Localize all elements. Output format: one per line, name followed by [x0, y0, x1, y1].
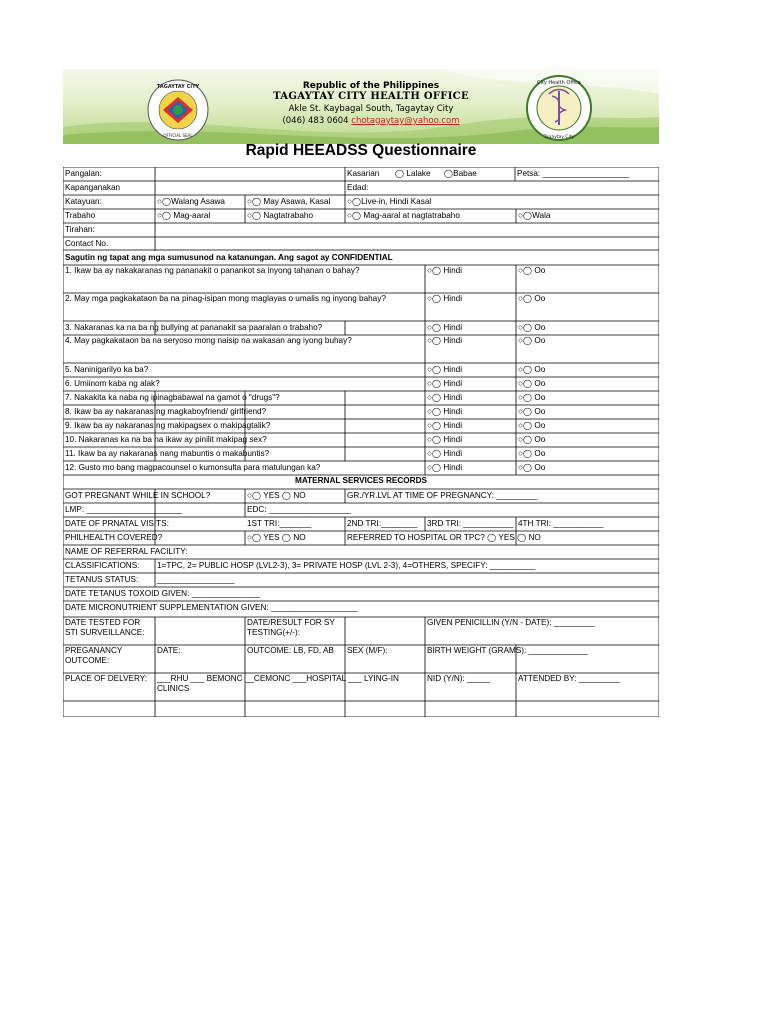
question-7: 7. Nakakita ka naba ng ipinagbabawal na gamot o "drugs"?: [65, 393, 280, 402]
place-delivery-label: PLACE OF DELVERY:: [65, 674, 148, 683]
philhealth-label: PHILHEALTH COVERED?: [65, 533, 163, 542]
q4-hindi-radio[interactable]: ○◯ Hindi: [427, 336, 463, 345]
q3-hindi-radio[interactable]: ○◯ Hindi: [427, 323, 463, 332]
question-8: 8. Ikaw ba ay nakaranas ng magkaboyfriend/ girlfriend?: [65, 407, 267, 416]
question-3: 3. Nakaranas ka na ba ng bullying at pananakit sa paaralan o trabaho?: [65, 323, 323, 332]
got-pregnant-label: GOT PREGNANT WHILE IN SCHOOL?: [65, 491, 211, 500]
q6-oo-radio[interactable]: ○◯ Oo: [518, 379, 546, 388]
q12-oo-radio[interactable]: ○◯ Oo: [518, 463, 546, 472]
q9-oo-radio[interactable]: ○◯ Oo: [518, 421, 546, 430]
tagaytay-city-seal-icon: [147, 79, 209, 141]
classifications-label: CLASSIFICATIONS:: [65, 561, 140, 570]
question-11: 11. Ikaw ba ay nakaranas nang mabuntis o makabuntis?: [65, 449, 270, 458]
q10-oo-radio[interactable]: ○◯ Oo: [518, 435, 546, 444]
edad-label: Edad:: [347, 183, 369, 192]
q6-hindi-radio[interactable]: ○◯ Hindi: [427, 379, 463, 388]
instructions-text: Sagutin ng tapat ang mga sumusunod na katanungan. Ang sagot ay CONFIDENTIAL: [65, 253, 393, 262]
republic-label: Republic of the Philippines: [302, 81, 440, 91]
svg-text:Tagaytay City: Tagaytay City: [543, 135, 575, 140]
kapanganakan-label: Kapanganakan: [65, 183, 121, 192]
office-email-link[interactable]: chotagaytay@yahoo.com: [351, 116, 460, 126]
got-pregnant-yes-no[interactable]: ○◯ YES ◯ NO: [247, 491, 306, 500]
philhealth-yes-no[interactable]: ○◯ YES ◯ NO: [247, 533, 306, 542]
office-contact: [253, 116, 489, 126]
birth-weight-field[interactable]: BIRTH WEIGHT (GRAMS): _____________: [427, 646, 588, 655]
question-9: 9. Ikaw ba ay nakaranas ng makipagsex o makipagtalik?: [65, 421, 271, 430]
question-4: 4. May pagkakataon ba na seryoso mong naisip na wakasan ang iyong buhay?: [65, 336, 352, 345]
tetanus-status-label: TETANUS STATUS:: [65, 575, 139, 584]
tri1-field[interactable]: 1ST TRI:_______: [247, 519, 312, 528]
maternal-heading: MATERNAL SERVICES RECORDS: [295, 476, 427, 485]
walang-asawa-radio[interactable]: ○◯Walang Asawa: [157, 197, 225, 206]
q1-hindi-radio[interactable]: ○◯ Hindi: [427, 266, 463, 275]
date-tested-sti-label: DATE TESTED FOR STI SURVEILLANCE:: [65, 618, 145, 637]
classifications-value[interactable]: 1=TPC, 2= PUBLIC HOSP (LVL2-3), 3= PRIVATE HOSP (LVL 2-3), 4=OTHERS, SPECIFY: __________: [157, 561, 536, 570]
trabaho-label: Trabaho: [65, 211, 96, 220]
lmp-field[interactable]: LMP: _____________________: [65, 505, 183, 514]
date-result-sy-label: DATE/RESULT FOR SY TESTING(+/-):: [247, 618, 335, 637]
katayuan-label: Katayuan:: [65, 197, 102, 206]
wala-radio[interactable]: ○◯Wala: [518, 211, 551, 220]
q7-hindi-radio[interactable]: ○◯ Hindi: [427, 393, 463, 402]
header-banner: [63, 69, 659, 144]
q3-oo-radio[interactable]: ○◯ Oo: [518, 323, 546, 332]
petsa-field[interactable]: Petsa: ___________________: [517, 169, 630, 178]
tri4-field[interactable]: 4TH TRI: ___________: [518, 519, 604, 528]
q11-hindi-radio[interactable]: ○◯ Hindi: [427, 449, 463, 458]
lalake-radio[interactable]: ◯ Lalake: [395, 169, 431, 178]
mag-aaral-radio[interactable]: ○◯ Mag-aaral: [157, 211, 211, 220]
tetanus-toxoid-field[interactable]: DATE TETANUS TOXOID GIVEN: _______________: [65, 589, 260, 598]
outcome-label: OUTCOME: LB, FD, AB: [247, 646, 334, 655]
question-2: 2. May mga pagkakataon ba na pinag-isipan mong maglayas o umalis ng inyong bahay?: [65, 294, 386, 303]
live-in-radio[interactable]: ○◯Live-in, Hindi Kasal: [347, 197, 432, 206]
question-12: 12. Gusto mo bang magpacounsel o kumonsulta para matulungan ka?: [65, 463, 321, 472]
nagtatrabaho-radio[interactable]: ○◯ Nagtatrabaho: [247, 211, 313, 220]
q1-oo-radio[interactable]: ○◯ Oo: [518, 266, 546, 275]
referred-field[interactable]: REFERRED TO HOSPITAL OR TPC? ◯ YES ◯ NO: [347, 533, 541, 542]
q12-hindi-radio[interactable]: ○◯ Hindi: [427, 463, 463, 472]
nid-field[interactable]: NID (Y/N): _____: [427, 674, 490, 683]
q2-oo-radio[interactable]: ○◯ Oo: [518, 294, 546, 303]
kasarian-label: Kasarian: [347, 169, 380, 178]
q4-oo-radio[interactable]: ○◯ Oo: [518, 336, 546, 345]
office-phone: (046) 483 0604: [282, 116, 349, 126]
question-10: 10. Nakaranas ka na ba na ikaw ay pinilit makipag sex?: [65, 435, 267, 444]
attended-by-field[interactable]: ATTENDED BY: _________: [518, 674, 620, 683]
tri3-field[interactable]: 3RD TRI: ___________: [427, 519, 514, 528]
tirahan-label: Tirahan:: [65, 225, 95, 234]
referral-facility-label: NAME OF REFERRAL FACILITY:: [65, 547, 188, 556]
heeadss-form: [63, 167, 659, 717]
penicillin-field[interactable]: GIVEN PENICILLIN (Y/N - DATE): _________: [427, 618, 595, 627]
question-5: 5. Naninigarilyo ka ba?: [65, 365, 149, 374]
micronutrient-field[interactable]: DATE MICRONUTRIENT SUPPLEMENTATION GIVEN: ___________________: [65, 603, 358, 612]
office-name: TAGAYTAY CITY HEALTH OFFICE: [273, 91, 469, 102]
place-options[interactable]: ___RHU ___ BEMONC __CEMONC ___HOSPITAL ___ LYING-IN CLINICS: [157, 674, 399, 693]
q2-hindi-radio[interactable]: ○◯ Hindi: [427, 294, 463, 303]
pregnancy-date-label: DATE:: [157, 646, 181, 655]
babae-radio[interactable]: ◯Babae: [444, 169, 477, 178]
q9-hindi-radio[interactable]: ○◯ Hindi: [427, 421, 463, 430]
page-title: Rapid HEEADSS Questionnaire: [245, 142, 477, 159]
q8-hindi-radio[interactable]: ○◯ Hindi: [427, 407, 463, 416]
mag-aaral-nagtatrabaho-radio[interactable]: ○◯ Mag-aaral at nagtatrabaho: [347, 211, 460, 220]
q7-oo-radio[interactable]: ○◯ Oo: [518, 393, 546, 402]
svg-text:TAGAYTAY CITY: TAGAYTAY CITY: [156, 84, 200, 90]
svg-text:OFFICIAL SEAL: OFFICIAL SEAL: [163, 133, 193, 138]
may-asawa-radio[interactable]: ○◯ May Asawa, Kasal: [247, 197, 331, 206]
q10-hindi-radio[interactable]: ○◯ Hindi: [427, 435, 463, 444]
question-1: 1. Ikaw ba ay nakakaranas ng pananakit o panankot sa inyong tahanan o bahay?: [65, 266, 360, 275]
gr-yr-field[interactable]: GR./YR.LVL AT TIME OF PREGNANCY: _________: [347, 491, 538, 500]
tri2-field[interactable]: 2ND TRI:________: [347, 519, 418, 528]
svg-text:City Health Office: City Health Office: [537, 80, 581, 86]
tetanus-status-field[interactable]: _________________: [157, 575, 235, 584]
q5-oo-radio[interactable]: ○◯ Oo: [518, 365, 546, 374]
edc-field[interactable]: EDC: __________________: [247, 505, 351, 514]
q8-oo-radio[interactable]: ○◯ Oo: [518, 407, 546, 416]
q11-oo-radio[interactable]: ○◯ Oo: [518, 449, 546, 458]
office-address: Akle St. Kaybagal South, Tagaytay City: [288, 104, 454, 114]
city-health-office-seal-icon: [525, 74, 593, 142]
sex-label: SEX (M/F):: [347, 646, 388, 655]
pregnancy-outcome-label: PREGANANCY OUTCOME:: [65, 646, 123, 665]
q5-hindi-radio[interactable]: ○◯ Hindi: [427, 365, 463, 374]
date-prenatal-label: DATE OF PRNATAL VISITS:: [65, 519, 169, 528]
question-6: 6. Umiinom kaba ng alak?: [65, 379, 160, 388]
pangalan-label: Pangalan:: [65, 169, 102, 178]
contact-label: Contact No.: [65, 239, 109, 248]
